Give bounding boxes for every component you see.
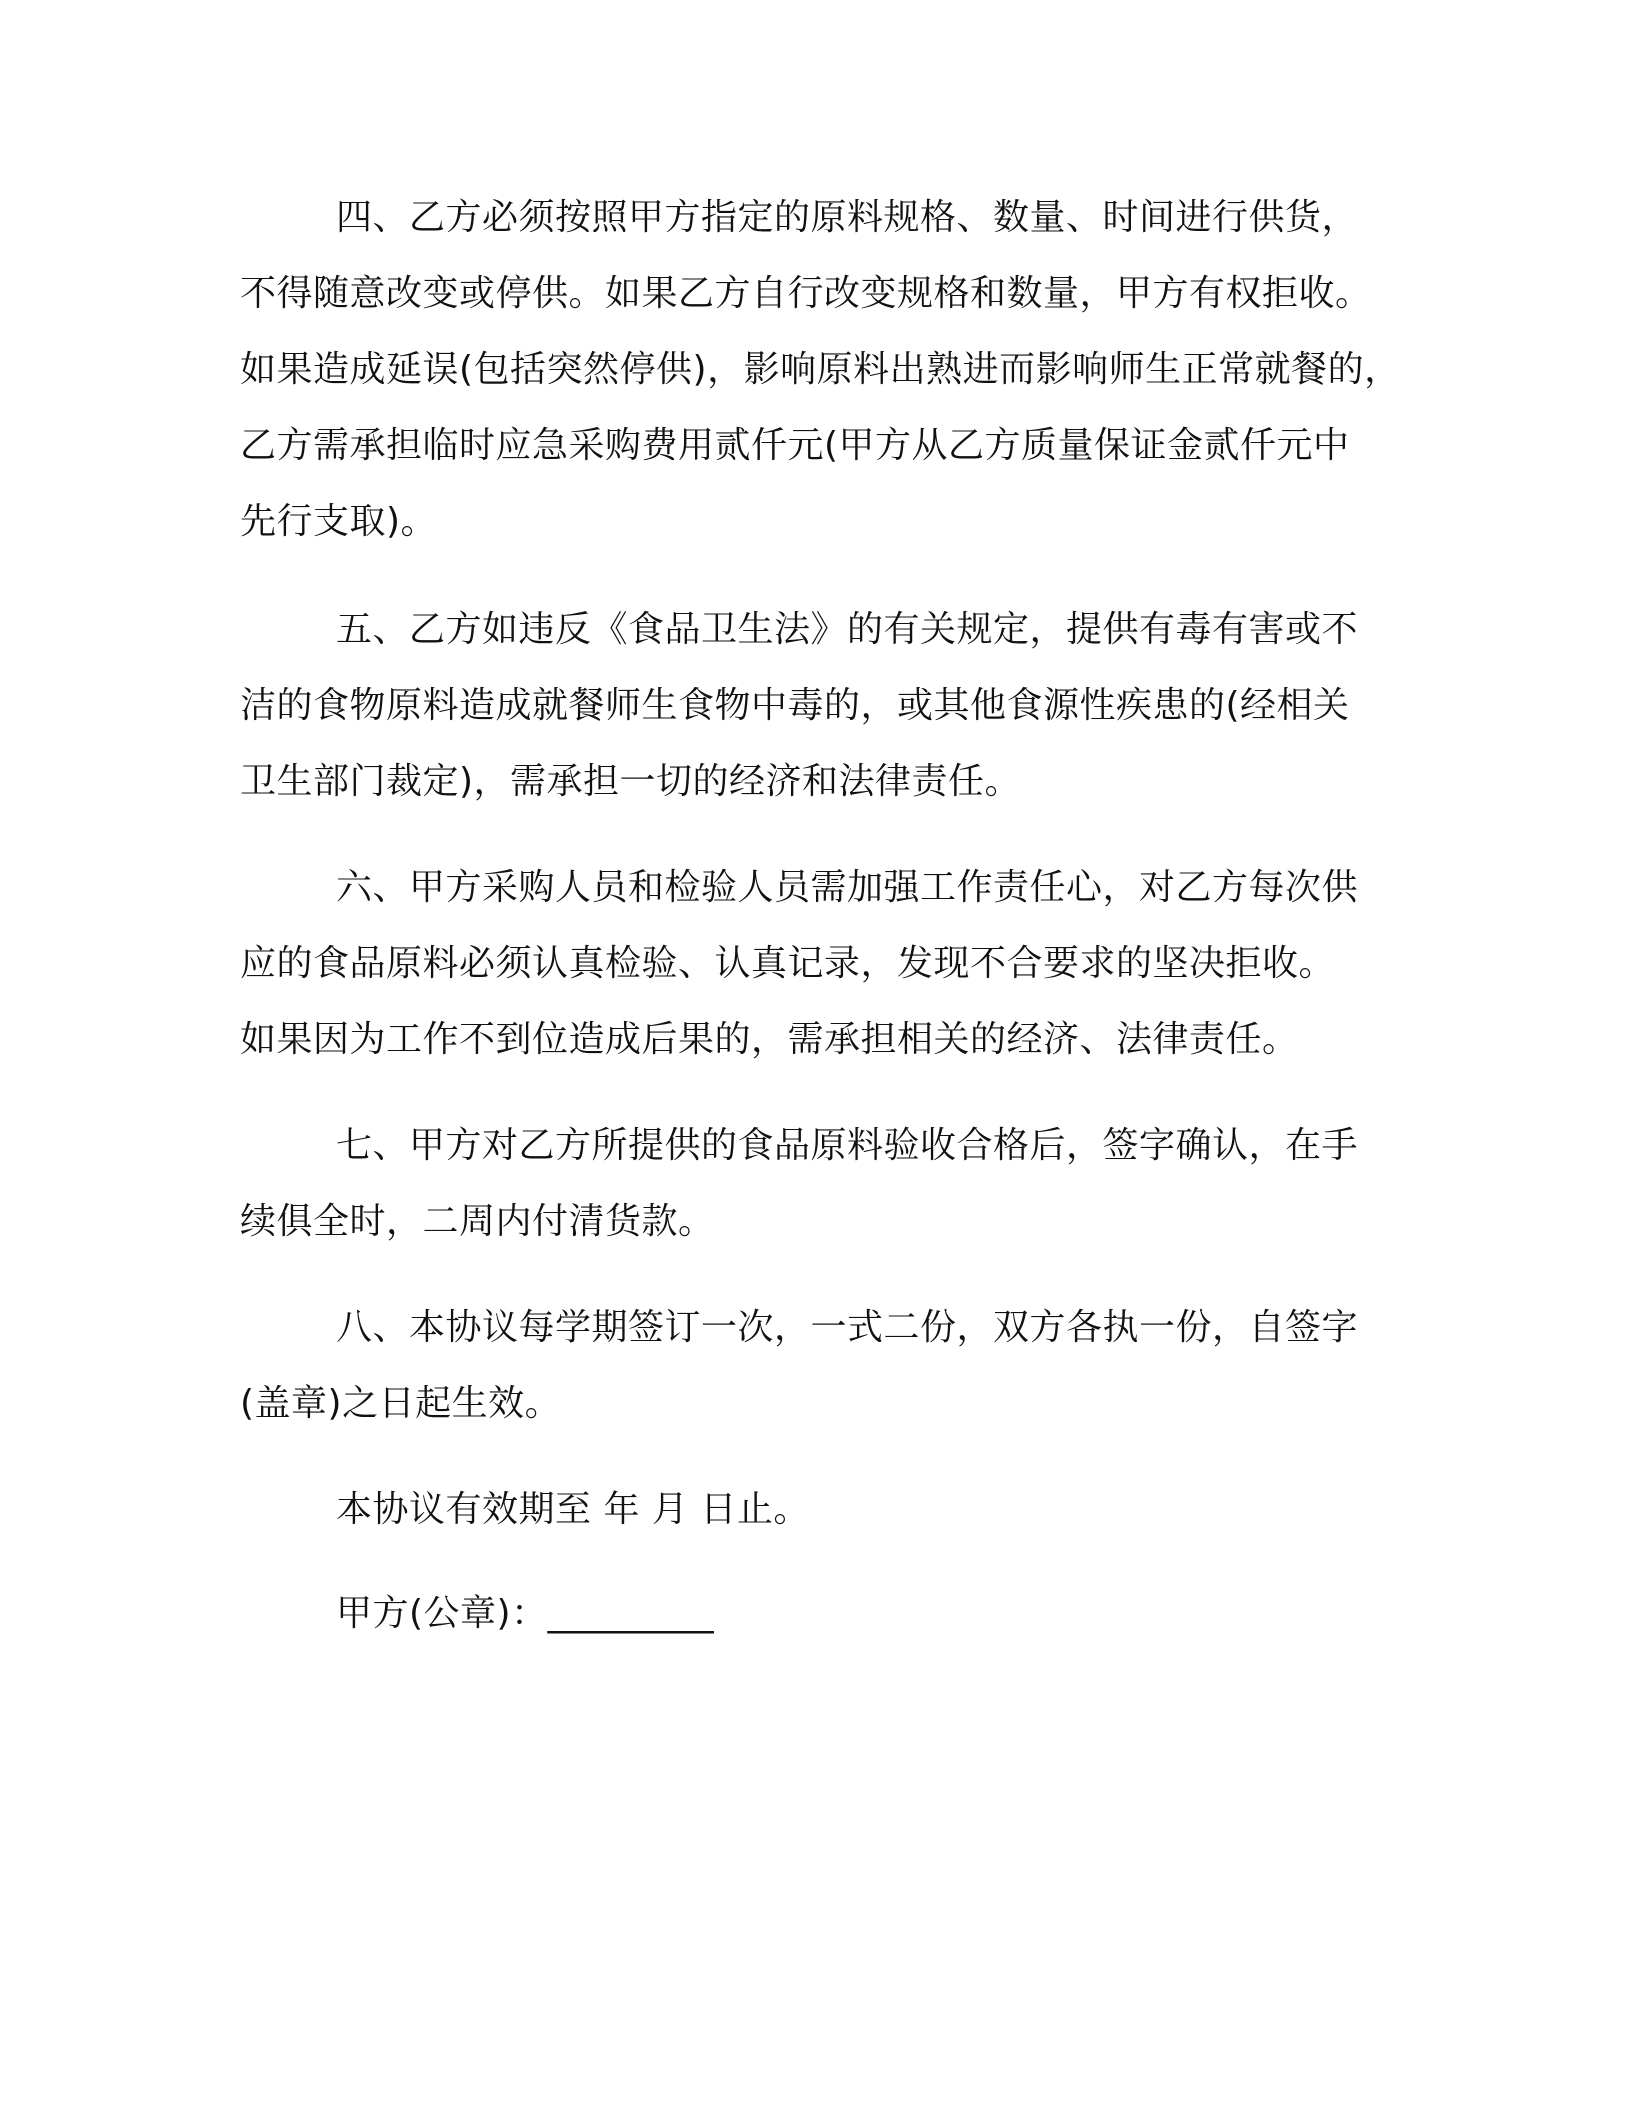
clause-6-paragraph xyxy=(240,850,1408,1078)
clause-6-line-2: 应的食品原料必须认真检验、认真记录，发现不合要求的坚决拒收。 xyxy=(240,943,1336,984)
clause-8-paragraph xyxy=(240,1290,1408,1442)
clause-4-line-4: 乙方需承担临时应急采购费用贰仟元(甲方从乙方质量保证金贰仟元中 xyxy=(240,425,1350,466)
clause-5-line-2: 洁的食物原料造成就餐师生食物中毒的，或其他食源性疾患的(经相关 xyxy=(240,685,1350,726)
clause-6-line-1: 六、甲方采购人员和检验人员需加强工作责任心，对乙方每次供 xyxy=(336,867,1359,908)
clause-7-paragraph xyxy=(240,1108,1408,1260)
clause-4-line-3: 如果造成延误(包括突然停供)，影响原料出熟进而影响师生正常就餐的， xyxy=(240,349,1401,390)
clause-5-paragraph xyxy=(240,592,1408,820)
clause-4-paragraph xyxy=(240,180,1408,560)
clause-7-line-2: 续俱全时，二周内付清货款。 xyxy=(240,1201,715,1242)
clause-4-line-5: 先行支取)。 xyxy=(240,501,438,542)
party-a-seal-line: 甲方(公章)：_________ xyxy=(336,1593,715,1634)
clause-5-line-1: 五、乙方如违反《食品卫生法》的有关规定，提供有毒有害或不 xyxy=(336,609,1359,650)
clause-8-line-1: 八、本协议每学期签订一次，一式二份，双方各执一份，自签字 xyxy=(336,1307,1359,1348)
clause-5-line-3: 卫生部门裁定)，需承担一切的经济和法律责任。 xyxy=(240,761,1022,802)
clause-7-line-1: 七、甲方对乙方所提供的食品原料验收合格后，签字确认，在手 xyxy=(336,1125,1359,1166)
clause-4-line-2: 不得随意改变或停供。如果乙方自行改变规格和数量，甲方有权拒收。 xyxy=(240,273,1372,314)
validity-period-text: 本协议有效期至 年 月 日止。 xyxy=(336,1489,810,1530)
clause-8-line-2: (盖章)之日起生效。 xyxy=(240,1383,562,1424)
clause-6-line-3: 如果因为工作不到位造成后果的，需承担相关的经济、法律责任。 xyxy=(240,1019,1299,1060)
clause-4-line-1: 四、乙方必须按照甲方指定的原料规格、数量、时间进行供货， xyxy=(336,197,1359,238)
